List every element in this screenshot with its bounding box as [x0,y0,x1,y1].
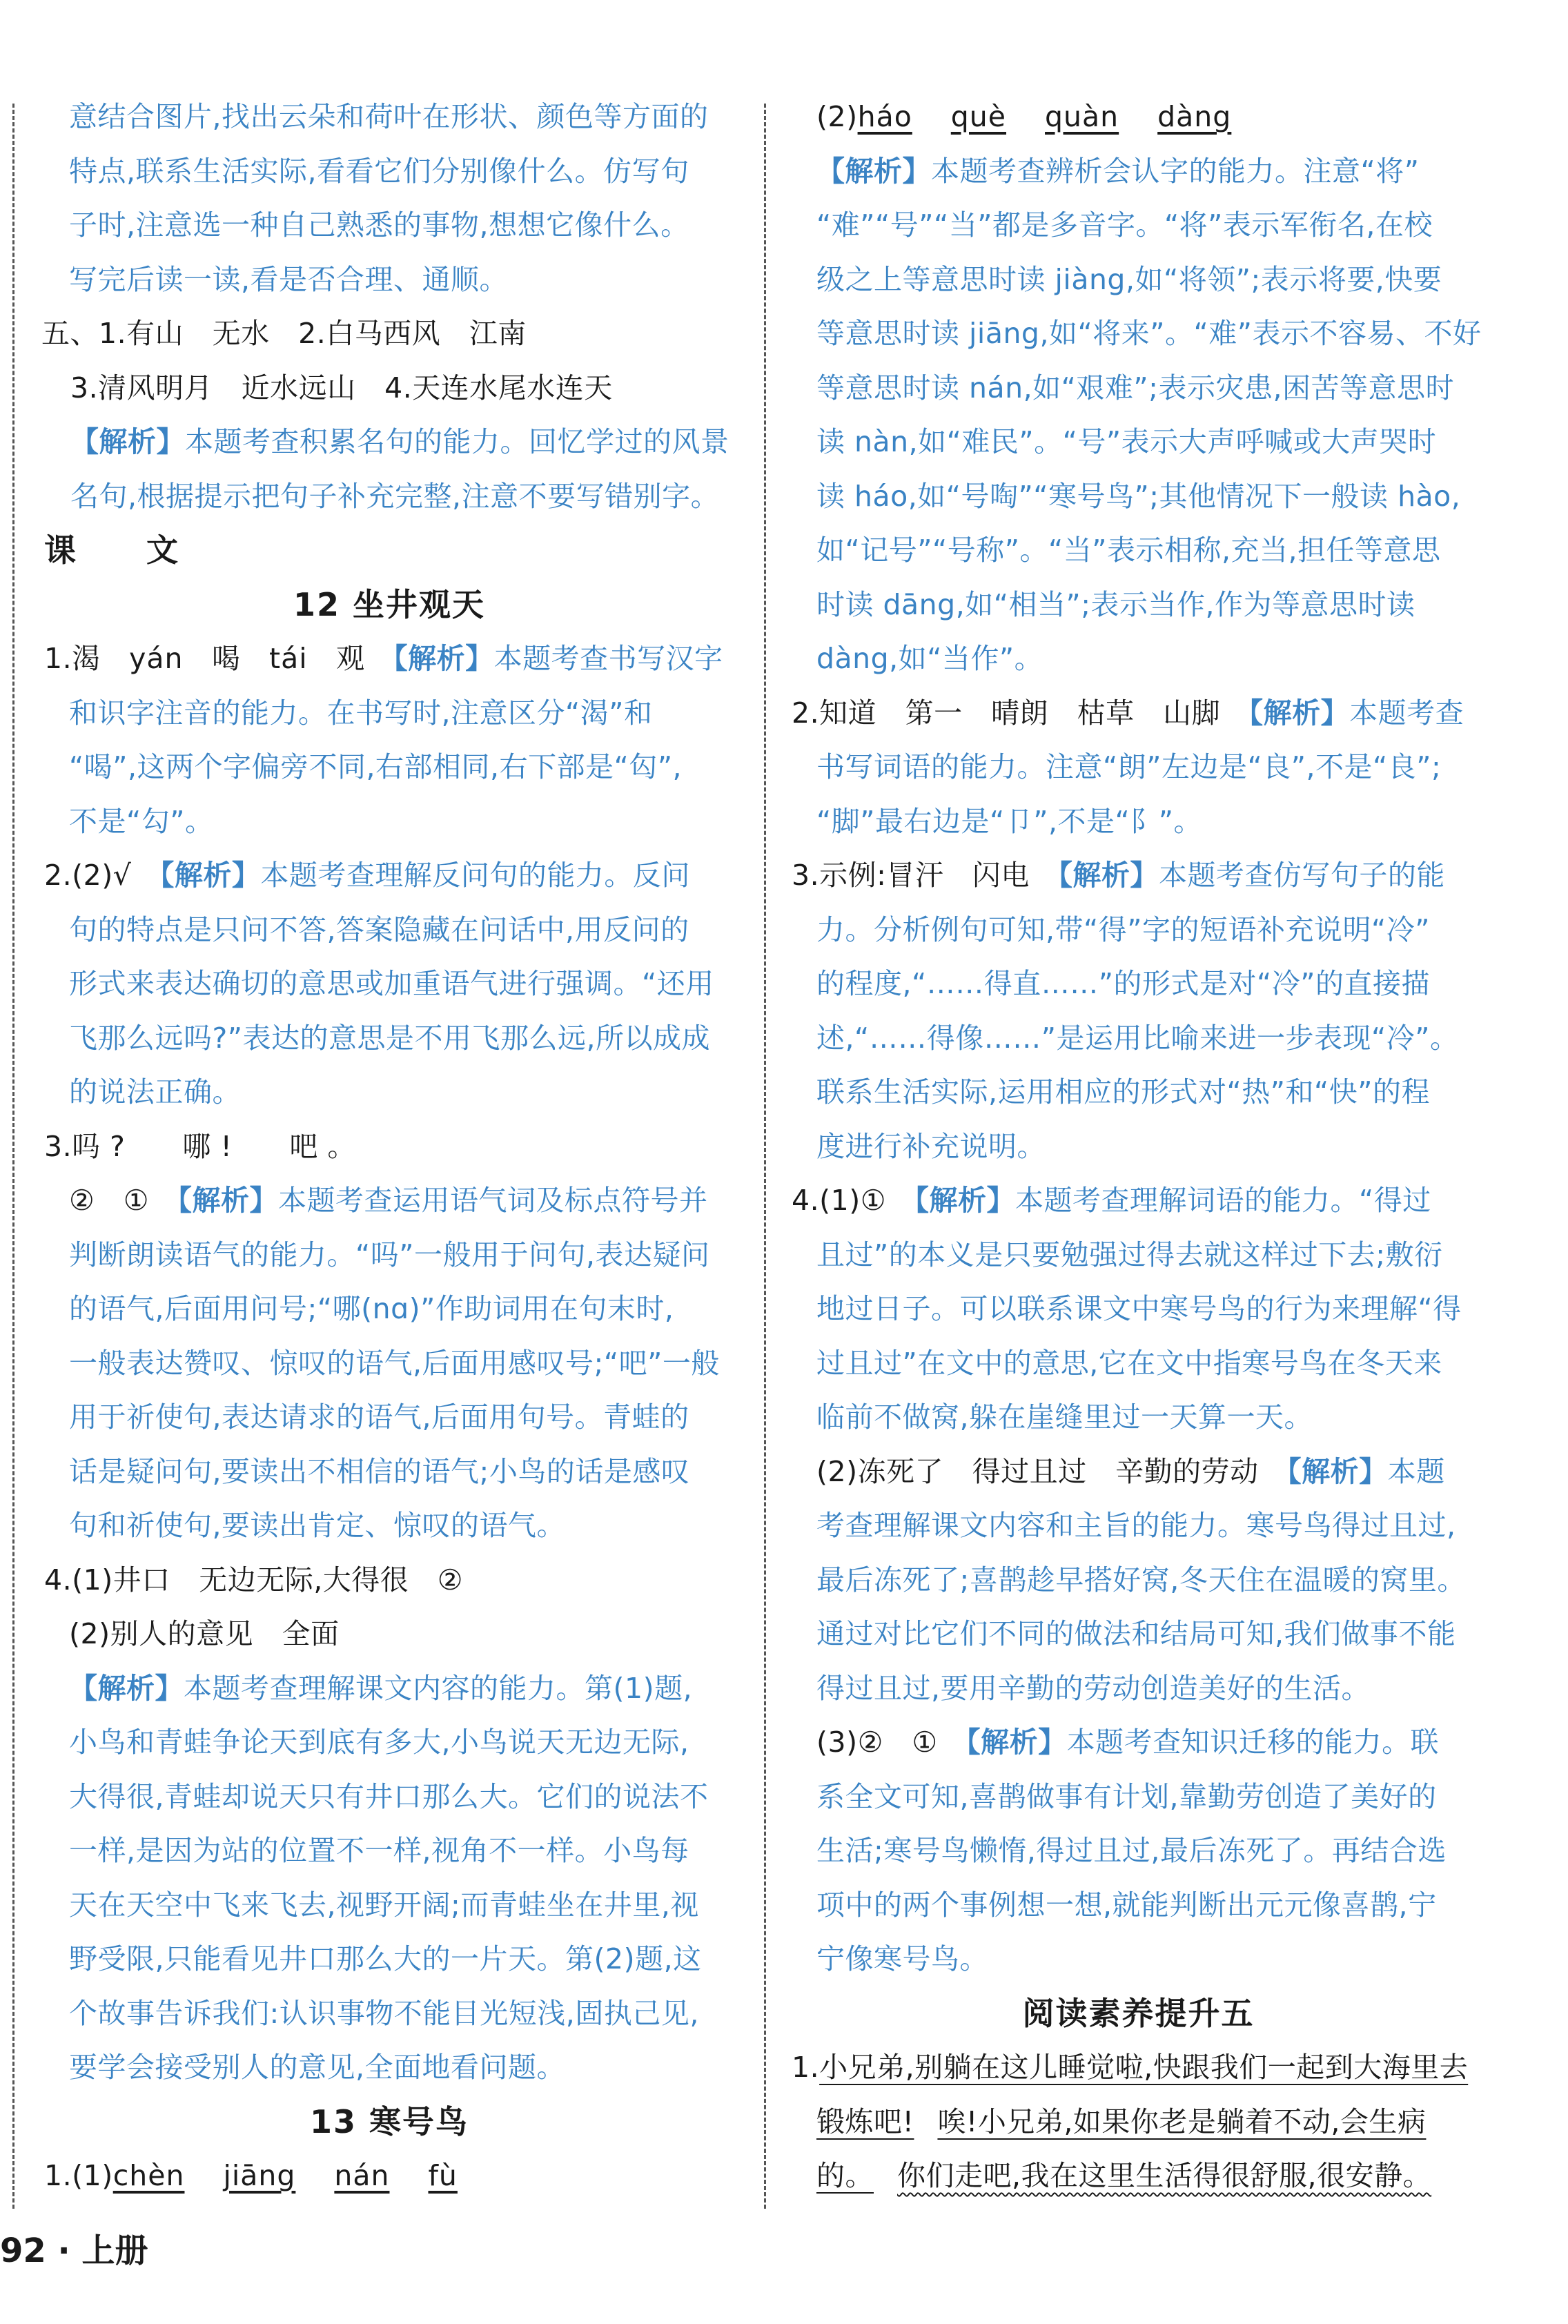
analysis-line: 项中的两个事例想一想,就能判断出元元像喜鹊,宁 [816,1888,1437,1922]
section-five-answer: 3.清风明月 近水远山 4.天连水尾水连天 [70,371,613,404]
analysis-line: 等意思时读 nán,如“艰难”;表示灾患,困苦等意思时 [816,371,1454,404]
analysis-line: 用于祈使句,表达请求的语气,后面用句号。青蛙的 [69,1400,689,1434]
wavy-underlined-sentence: 你们走吧,我在这里生活得很舒服,很安静。 [897,2159,1432,2192]
analysis-tag: 【解析】 [1248,696,1350,730]
lesson-title: 13 寒号鸟 [309,2102,469,2140]
analysis-tag: 【解析】 [1058,859,1159,892]
analysis-line: 名句,根据提示把句子补充完整,注意不要写错别字。 [70,479,720,513]
analysis-line: 度进行补充说明。 [816,1129,1046,1163]
analysis-line: 大得很,青蛙却说天只有井口那么大。它们的说法不 [69,1779,709,1813]
analysis-line: 个故事告诉我们:认识事物不能目光短浅,固执己见, [69,1996,699,2030]
question-2: 2.(2)√ 【解析】本题考查理解反问句的能力。反问 [44,859,690,892]
analysis-line: 最后冻死了;喜鹊趁早搭好窝,冬天住在温暖的窝里。 [816,1563,1466,1596]
analysis-line: 句和祈使句,要读出肯定、惊叹的语气。 [69,1509,566,1542]
question-2: 2.知道 第一 晴朗 枯草 山脚 【解析】本题考查 [792,696,1464,730]
section-heading: 课 文 [44,531,197,569]
pinyin-answer: fù [428,2159,458,2192]
analysis-line: 一样,是因为站的位置不一样,视角不一样。小鸟每 [69,1834,689,1867]
pinyin-answer: háo [857,100,912,133]
analysis-line: 天在天空中飞来飞去,视野开阔;而青蛙坐在井里,视 [69,1888,699,1922]
answer-line: 意结合图片,找出云朵和荷叶在形状、颜色等方面的 [69,100,709,133]
analysis-line: 判断朗读语气的能力。“吗”一般用于问句,表达疑问 [69,1238,710,1271]
answer-line: 写完后读一读,看是否合理、通顺。 [69,262,509,296]
pinyin-answer: jiāng [223,2159,296,2192]
lesson13-question-1: 1.(1)chèn jiāng nán fù [44,2159,458,2192]
question-3-answer: ② ① 【解析】本题考查运用语气词及标点符号并 [69,1184,708,1217]
analysis-line: 力。分析例句可知,带“得”字的短语补充说明“冷” [816,912,1430,946]
analysis-line: 地过日子。可以联系课文中寒号鸟的行为来理解“得 [816,1292,1462,1325]
answer-line: 特点,联系生活实际,看看它们分别像什么。仿写句 [69,154,689,188]
analysis-line: 的程度,“……得直……”的形式是对“冷”的直接描 [816,967,1430,1000]
analysis-line: 的说法正确。 [69,1075,241,1109]
analysis-line: 联系生活实际,运用相应的形式对“热”和“快”的程 [816,1075,1430,1109]
analysis-tag: 【解析】 [966,1726,1067,1759]
analysis-line: 形式来表达确切的意思或加重语气进行强调。“还用 [69,967,714,1000]
analysis-tag: 【解析】 [914,1184,1015,1217]
analysis-line: 读 háo,如“号啕”“寒号鸟”;其他情况下一般读 hào, [816,479,1461,513]
analysis-tag: 【解析】 [177,1184,279,1217]
analysis-line: 且过”的本义是只要勉强过得去就这样过下去;敷衍 [816,1238,1443,1271]
pinyin-answer: nán [334,2159,390,2192]
analysis-line: 得过且过,要用辛勤的劳动创造美好的生活。 [816,1671,1371,1705]
analysis-tag: 【解析】 [70,425,185,458]
question-4-part-2: (2)冻死了 得过且过 辛勤的劳动 【解析】本题 [816,1454,1445,1488]
underlined-sentence: 小兄弟,别躺在这儿睡觉啦,快跟我们一起到大海里去 [819,2051,1469,2084]
left-dashed-divider [12,104,14,2209]
analysis-line: 不是“勾”。 [69,804,214,838]
reading-answer-1-cont [792,2149,1485,2203]
analysis-line: dàng,如“当作”。 [816,642,1043,675]
center-dashed-divider [764,104,766,2209]
analysis-line: 时读 dāng,如“相当”;表示当作,作为等意思时读 [816,587,1415,621]
analysis-line: 书写词语的能力。注意“朗”左边是“良”,不是“良”; [816,750,1442,783]
analysis-tag: 【解析】 [1287,1454,1388,1488]
left-column [41,90,734,2203]
question-4: 4.(1)井口 无边无际,大得很 ② [44,1563,463,1596]
analysis-line: 【解析】本题考查辨析会认字的能力。注意“将” [816,154,1420,188]
analysis-line: 要学会接受别人的意见,全面地看问题。 [69,2051,566,2084]
section-five-answer: 五、1.有山 无水 2.白马西风 江南 [41,317,527,350]
question-3: 3.示例:冒汗 闪电 【解析】本题考查仿写句子的能 [792,859,1445,892]
right-column [792,90,1485,2203]
analysis-tag: 【解析】 [393,642,494,675]
pinyin-answer: què [950,100,1007,133]
question-4-part-3: (3)② ① 【解析】本题考查知识迁移的能力。联 [816,1726,1440,1759]
analysis-line: 小鸟和青蛙争论天到底有多大,小鸟说天无边无际, [69,1726,689,1759]
analysis-line: 过且过”在文中的意思,它在文中指寒号鸟在冬天来 [816,1346,1442,1380]
analysis-line: 读 nàn,如“难民”。“号”表示大声呼喊或大声哭时 [816,425,1437,458]
analysis-line: 临前不做窝,躲在崖缝里过一天算一天。 [816,1400,1313,1434]
analysis-line: 如“记号”“号称”。“当”表示相称,充当,担任等意思 [816,534,1441,567]
reading-answer-1: 1.小兄弟,别躺在这儿睡觉啦,快跟我们一起到大海里去 [792,2051,1469,2084]
analysis-line: 生活;寒号鸟懒惰,得过且过,最后冻死了。再结合选 [816,1834,1447,1867]
analysis-tag: 【解析】 [159,859,261,892]
page-number: 92 · 上册 [0,2232,148,2270]
analysis-line: 一般表达赞叹、惊叹的语气,后面用感叹号;“吧”一般 [69,1346,720,1380]
question-3: 3.吗 ? 哪 ! 吧 。 [44,1129,356,1163]
analysis-line: 句的特点是只问不答,答案隐藏在问话中,用反问的 [69,912,689,946]
pinyin-answer-line: (2)háo què quàn dàng [816,100,1232,133]
reading-answer-1-cont [792,2095,1485,2149]
question-1: 1.渴 yán 喝 tái 观 【解析】本题考查书写汉字 [44,642,723,675]
analysis-line: 飞那么远吗?”表达的意思是不用飞那么远,所以成成 [69,1021,711,1055]
reading-section-title: 阅读素养提升五 [1022,1994,1255,2032]
underlined-sentence: 的。 [816,2159,874,2192]
analysis-line: “脚”最右边是“卩”,不是“阝”。 [816,804,1202,838]
analysis-line: 考查理解课文内容和主旨的能力。寒号鸟得过且过, [816,1509,1456,1542]
analysis-line: 话是疑问句,要读出不相信的语气;小鸟的话是感叹 [69,1454,690,1488]
analysis-line: 通过对比它们不同的做法和结局可知,我们做事不能 [816,1617,1456,1650]
question-4: 4.(1)① 【解析】本题考查理解词语的能力。“得过 [792,1184,1431,1217]
pinyin-answer: quàn [1045,100,1119,133]
pinyin-answer: dàng [1157,100,1232,133]
question-4-answer: (2)别人的意见 全面 [69,1617,340,1650]
analysis-tag: 【解析】 [816,154,931,188]
analysis-line: 和识字注音的能力。在书写时,注意区分“渴”和 [69,696,653,730]
lesson-title: 12 坐井观天 [293,585,486,623]
answer-line: 子时,注意选一种自己熟悉的事物,想想它像什么。 [69,208,689,242]
analysis-line: 【解析】本题考查理解课文内容的能力。第(1)题, [69,1671,693,1705]
underlined-sentence: 锻炼吧! [816,2105,914,2138]
analysis-line: “难”“号”“当”都是多音字。“将”表示军衔名,在校 [816,208,1433,242]
underlined-sentence: 唉!小兄弟,如果你老是躺着不动,会生病 [937,2105,1427,2138]
analysis-line: 系全文可知,喜鹊做事有计划,靠勤劳创造了美好的 [816,1779,1437,1813]
analysis-line: 野受限,只能看见井口那么大的一片天。第(2)题,这 [69,1942,702,1975]
analysis-line: 的语气,后面用问号;“哪(nɑ)”作助词用在句末时, [69,1292,674,1325]
analysis-line: 等意思时读 jiāng,如“将来”。“难”表示不容易、不好 [816,317,1482,350]
analysis-line: 述,“……得像……”是运用比喻来进一步表现“冷”。 [816,1021,1459,1055]
analysis-line: 级之上等意思时读 jiàng,如“将领”;表示将要,快要 [816,262,1442,296]
pinyin-answer: chèn [112,2159,185,2192]
analysis-line: 宁像寒号鸟。 [816,1942,988,1975]
analysis-tag: 【解析】 [69,1671,184,1705]
analysis-line: “喝”,这两个字偏旁不同,右部相同,右下部是“匃”, [69,750,683,783]
analysis-line: 【解析】本题考查积累名句的能力。回忆学过的风景 [70,425,729,458]
